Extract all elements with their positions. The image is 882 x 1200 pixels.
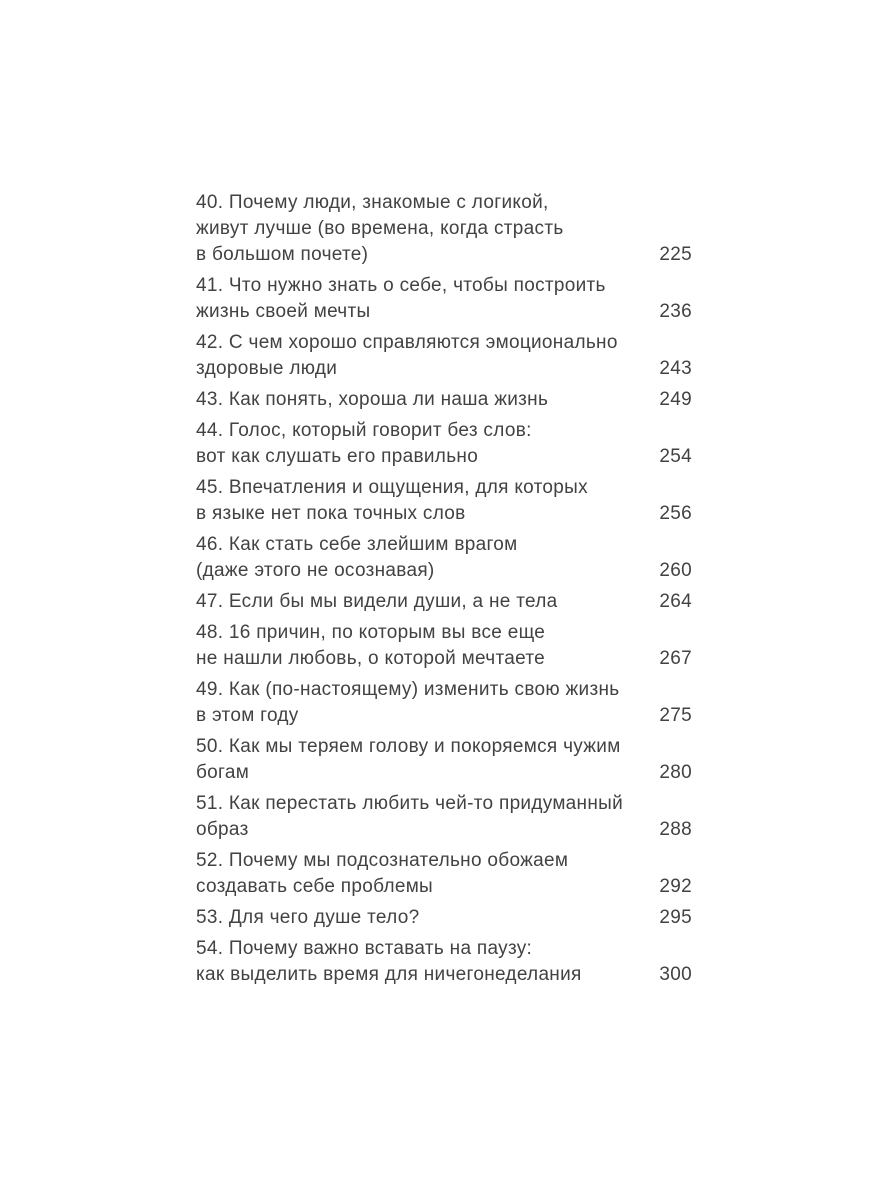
toc-entry-text: (даже этого не осознавая) <box>196 560 435 581</box>
toc-entry <box>196 905 692 931</box>
toc-page-number: 300 <box>659 964 692 985</box>
toc-line <box>196 936 692 962</box>
toc-line <box>196 330 692 356</box>
toc-entry-text: живут лучше (во времена, когда страсть <box>196 218 564 239</box>
toc-line <box>196 558 692 584</box>
toc-entry-text: 52. Почему мы подсознательно обожаем <box>196 850 569 871</box>
toc-entry <box>196 273 692 325</box>
toc-entry-text: 49. Как (по-настоящему) изменить свою жизнь <box>196 679 620 700</box>
toc-entry <box>196 791 692 843</box>
toc-entry-text: создавать себе проблемы <box>196 876 434 897</box>
toc-entry-text: 43. Как понять, хороша ли наша жизнь <box>196 389 549 410</box>
toc-entry-text: 54. Почему важно вставать на паузу: <box>196 938 533 959</box>
toc-line <box>196 620 692 646</box>
toc-line <box>196 216 692 242</box>
toc-entry-text: в этом году <box>196 705 299 726</box>
toc-line <box>196 760 692 786</box>
toc-page-number: 254 <box>659 446 692 467</box>
toc-line <box>196 734 692 760</box>
toc-page-number: 236 <box>659 301 692 322</box>
toc-entry-text: 40. Почему люди, знакомые с логикой, <box>196 192 549 213</box>
toc-line <box>196 387 692 413</box>
toc-entry-text: здоровые люди <box>196 358 338 379</box>
toc-page-number: 292 <box>659 876 692 897</box>
toc-line <box>196 299 692 325</box>
toc-page-number: 295 <box>659 907 692 928</box>
toc-page-number: 243 <box>659 358 692 379</box>
toc-entry-text: 41. Что нужно знать о себе, чтобы построить <box>196 275 606 296</box>
toc-entry-text: 53. Для чего душе тело? <box>196 907 420 928</box>
toc-entry <box>196 677 692 729</box>
toc-entry <box>196 936 692 988</box>
toc-line <box>196 475 692 501</box>
toc-line <box>196 190 692 216</box>
toc-line <box>196 532 692 558</box>
toc-line <box>196 444 692 470</box>
toc-page-number: 225 <box>659 244 692 265</box>
toc-entry-text: 47. Если бы мы видели души, а не тела <box>196 591 558 612</box>
toc-page-number: 275 <box>659 705 692 726</box>
toc-entry-text: 51. Как перестать любить чей-то придуманный <box>196 793 624 814</box>
toc-entry-text: 45. Впечатления и ощущения, для которых <box>196 477 588 498</box>
toc-line <box>196 356 692 382</box>
toc-line <box>196 791 692 817</box>
toc-line <box>196 418 692 444</box>
toc-entry-text: 44. Голос, который говорит без слов: <box>196 420 532 441</box>
toc-entry-text: вот как слушать его правильно <box>196 446 479 467</box>
toc-entry <box>196 418 692 470</box>
toc-entry <box>196 734 692 786</box>
toc-entry-text: 50. Как мы теряем голову и покоряемся чужим <box>196 736 621 757</box>
toc-page-number: 267 <box>659 648 692 669</box>
toc-line <box>196 589 692 615</box>
toc-line <box>196 962 692 988</box>
toc-line <box>196 501 692 527</box>
toc-entry <box>196 387 692 413</box>
toc-line <box>196 817 692 843</box>
toc-page-number: 260 <box>659 560 692 581</box>
toc-page-number: 288 <box>659 819 692 840</box>
toc-line <box>196 848 692 874</box>
toc-entry-text: жизнь своей мечты <box>196 301 371 322</box>
toc-entry <box>196 620 692 672</box>
toc-entry <box>196 589 692 615</box>
toc-entry-text: богам <box>196 762 250 783</box>
toc-page-number: 280 <box>659 762 692 783</box>
toc-line <box>196 646 692 672</box>
toc-entry-text: 46. Как стать себе злейшим врагом <box>196 534 518 555</box>
toc-entry-text: как выделить время для ничегонеделания <box>196 964 582 985</box>
toc-entry <box>196 475 692 527</box>
toc-line <box>196 905 692 931</box>
toc-entry <box>196 532 692 584</box>
toc-entry <box>196 190 692 268</box>
toc-entry-text: не нашли любовь, о которой мечтаете <box>196 648 546 669</box>
toc-page-number: 249 <box>659 389 692 410</box>
toc-line <box>196 874 692 900</box>
toc-line <box>196 242 692 268</box>
toc-entry-text: образ <box>196 819 249 840</box>
toc-entry-text: 48. 16 причин, по которым вы все еще <box>196 622 546 643</box>
toc-line <box>196 677 692 703</box>
toc-line <box>196 273 692 299</box>
toc-entry-text: в языке нет пока точных слов <box>196 503 466 524</box>
toc-line <box>196 703 692 729</box>
toc-page-number: 264 <box>659 591 692 612</box>
toc-page-number: 256 <box>659 503 692 524</box>
toc-entry <box>196 330 692 382</box>
toc-entry-text: 42. С чем хорошо справляются эмоционально <box>196 332 618 353</box>
toc-entry <box>196 848 692 900</box>
toc-entry-text: в большом почете) <box>196 244 369 265</box>
table-of-contents <box>196 190 692 993</box>
